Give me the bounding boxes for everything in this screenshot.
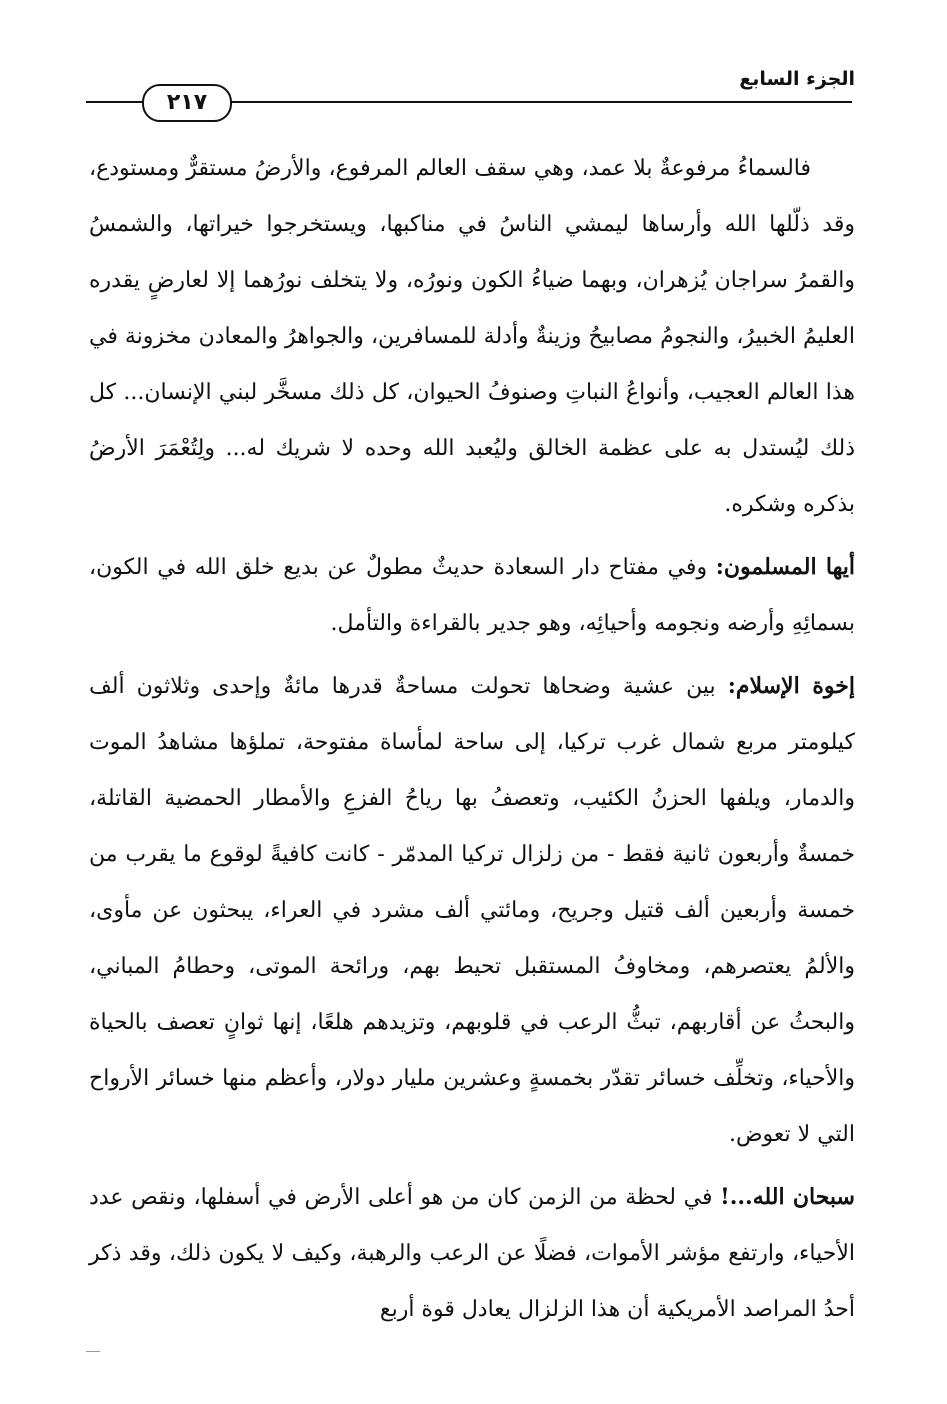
paragraph-1 (89, 141, 855, 533)
paragraph-text: بين عشية وضحاها تحولت مساحةٌ قدرها مائةٌ وإحدى وثلاثون ألف كيلومتر مربع شمال غرب تركيا، إلى ساحة لمأساة مفتوحة، تملؤها مشاهدُ الموت والدمار، ويلفها الحزنُ الكئيب، وتعصفُ بها رياحُ الفزعِ والأمطار الحمضية القاتلة، خمسةٌ وأربعون ثانية فقط - من زلزال تركيا المدمّر - كانت كافيةً لوقوع ما يقرب من خمسة وأربعين ألف قتيل وجريح، ومائتي ألف مشرد في العراء، يبحثون عن مأوى، والألمُ يعتصرهم، ومخاوفُ المستقبل تحيط بهم، ورائحة الموتى، وحطامُ المباني، والبحثُ عن أقاربهم، تبثُّ الرعب في قلوبهم، وتزيدهم هلعًا، إنها ثوانٍ تعصف بالحياة والأحياء، وتخلِّف خسائر تقدّر بخمسةٍ وعشرين مليار دولار، وأعظم منها خسائر الأرواح التي لا تعوض. (89, 674, 855, 1147)
paragraph-lead: سبحان الله...! (720, 1184, 855, 1210)
paragraph-4 (89, 1169, 855, 1338)
paragraph-lead: أيها المسلمون: (715, 554, 855, 580)
paragraph-3 (89, 658, 855, 1163)
paragraph-text: فالسماءُ مرفوعةٌ بلا عمد، وهي سقف العالم المرفوع، والأرضُ مستقرٌّ ومستودع، وقد ذلّلها الله وأرساها ليمشي الناسُ في مناكبها، ويستخرجوا خيراتها، والشمسُ والقمرُ سراجان يُزهران، وبهما ضياءُ الكون ونورُه، ولا يتخلف نورُهما إلا لعارضٍ يقدره العليمُ الخبيرُ، والنجومُ مصابيحُ وزينةٌ وأدلة للمسافرين، والجواهرُ والمعادن مخزونة في هذا العالم العجيب، وأنواعُ النباتِ وصنوفُ الحيوان، كل ذلك مسخَّر لبني الإنسان... كل ذلك ليُستدل به على عظمة الخالق وليُعبد الله وحده لا شريك له... ولِتُعْمَرَ الأرضُ بذكره وشكره. (89, 156, 855, 517)
paragraph-lead: إخوة الإسلام: (727, 673, 855, 699)
paragraph-2 (89, 539, 855, 652)
paragraph-text: في لحظة من الزمن كان من هو أعلى الأرض في أسفلها، ونقص عدد الأحياء، وارتفع مؤشر الأموات، فضلًا عن الرعب والرهبة، وكيف لا يكون ذلك، وقد ذكر أحدُ المراصد الأمريكية أن هذا الزلزال يعادل قوة أربع (89, 1185, 855, 1322)
page-body (89, 141, 855, 1338)
running-title: الجزء السابع (739, 68, 855, 90)
page-number-badge: ٢١٧ (142, 84, 232, 122)
paragraph-text: وفي مفتاح دار السعادة حديثٌ مطولٌ عن بديع خلق الله في الكون، بسمائِهِ وأرضه ونجومه وأحيائِه، وهو جدير بالقراءة والتأمل. (89, 555, 855, 636)
footer-mark (86, 1351, 100, 1352)
